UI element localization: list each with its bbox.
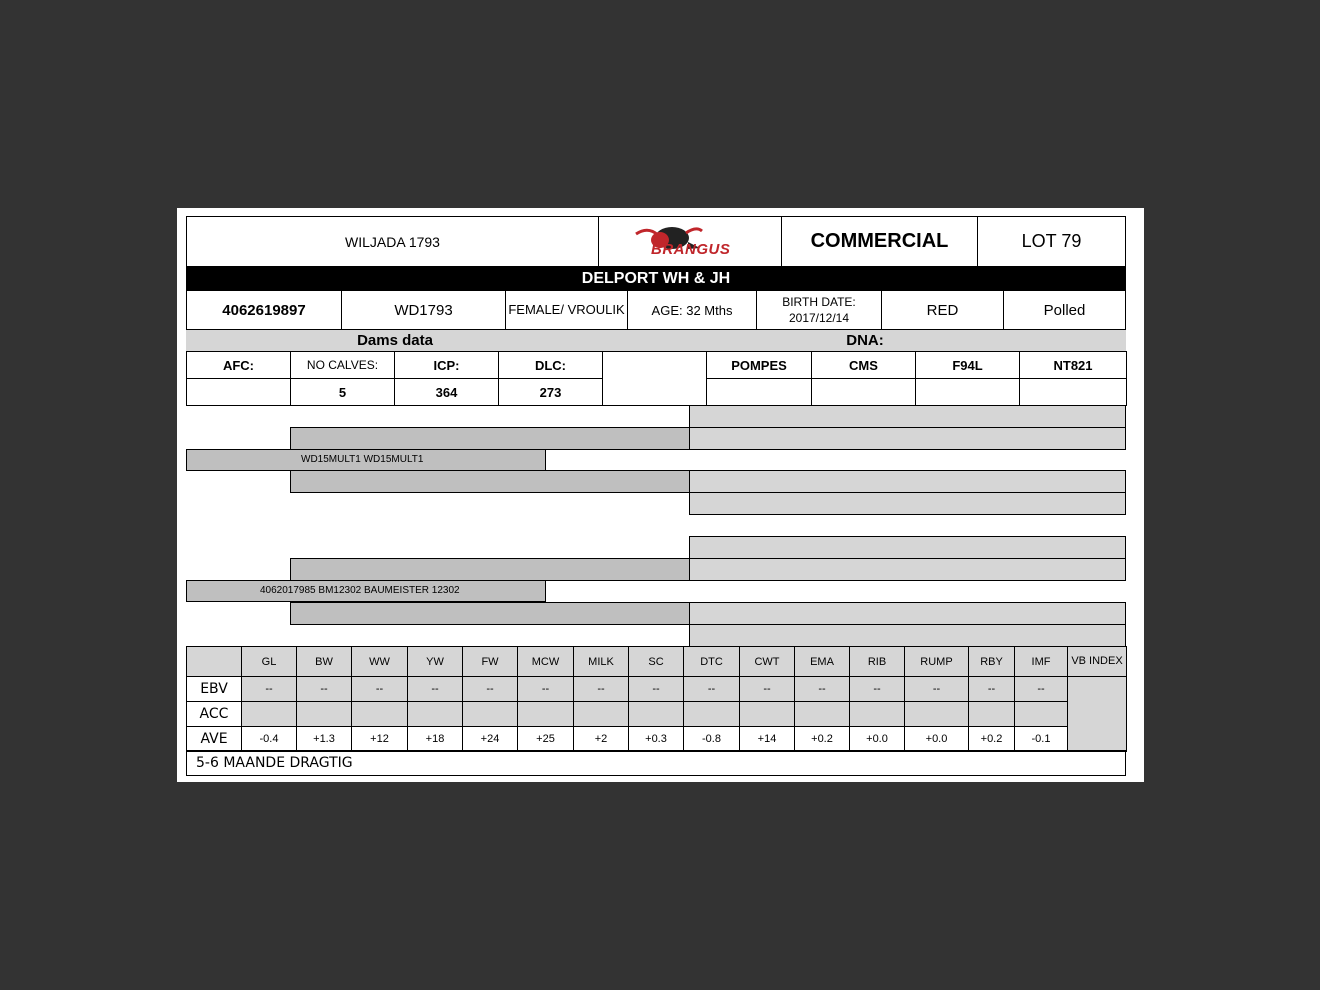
ebv-cell: --	[740, 677, 795, 702]
birth-date-value: 2017/12/14	[788, 311, 850, 325]
ebv-cell: --	[1015, 677, 1068, 702]
acc-row-label: ACC	[187, 702, 242, 727]
dams-dna-table	[186, 351, 1127, 406]
ave-cell: +12	[352, 727, 408, 752]
ave-cell: -0.8	[684, 727, 740, 752]
pedigree-dam-sire: 4062017985 BM12302 BAUMEISTER 12302	[186, 580, 546, 602]
ebv-row-label: EBV	[187, 677, 242, 702]
no-calves-value: 5	[291, 379, 395, 406]
ebv-cell: --	[518, 677, 574, 702]
dna-pompes-label: POMPES	[707, 352, 812, 379]
dna-cms-value	[812, 379, 916, 406]
pedigree-ancestor-box	[689, 602, 1126, 625]
ebv-cell: --	[969, 677, 1015, 702]
dna-f94l-value	[916, 379, 1020, 406]
ave-cell: +25	[518, 727, 574, 752]
dams-data-title: Dams data	[186, 330, 604, 351]
ave-cell: +0.0	[905, 727, 969, 752]
acc-cell	[408, 702, 463, 727]
ebv-col-cwt: CWT	[740, 647, 795, 677]
acc-cell	[574, 702, 629, 727]
pedigree-ancestor-box	[689, 492, 1126, 515]
ave-cell: +0.3	[629, 727, 684, 752]
no-calves-label: NO CALVES:	[291, 352, 395, 379]
ebv-col-ww: WW	[352, 647, 408, 677]
ebv-cell: --	[352, 677, 408, 702]
brangus-logo	[598, 216, 782, 267]
animal-tag: WD1793	[341, 290, 506, 330]
lot-number: LOT 79	[977, 216, 1126, 267]
animal-sex: FEMALE/ VROULIK	[505, 290, 628, 330]
dna-cms-label: CMS	[812, 352, 916, 379]
ebv-col-rby: RBY	[969, 647, 1015, 677]
dna-title: DNA:	[604, 330, 1126, 351]
ebv-col-sc: SC	[629, 647, 684, 677]
ebv-col-rib: RIB	[850, 647, 905, 677]
animal-color: RED	[881, 290, 1004, 330]
pedigree-grandparent-box	[290, 602, 690, 625]
animal-name: WILJADA 1793	[186, 216, 599, 267]
acc-cell	[463, 702, 518, 727]
ebv-cell: --	[684, 677, 740, 702]
afc-label: AFC:	[187, 352, 291, 379]
acc-cell	[740, 702, 795, 727]
ave-cell: +18	[408, 727, 463, 752]
ebv-col-yw: YW	[408, 647, 463, 677]
afc-value	[187, 379, 291, 406]
ebv-col-rump: RUMP	[905, 647, 969, 677]
horn-status: Polled	[1003, 290, 1126, 330]
ave-cell: +14	[740, 727, 795, 752]
ebv-cell: --	[408, 677, 463, 702]
ebv-cell: --	[242, 677, 297, 702]
pedigree-ancestor-box	[689, 427, 1126, 450]
ebv-col-fw: FW	[463, 647, 518, 677]
ebv-cell: --	[850, 677, 905, 702]
logo-text: BRANGUS	[651, 241, 731, 258]
animal-age: AGE: 32 Mths	[627, 290, 757, 330]
birth-date-label: BIRTH DATE:	[782, 295, 856, 309]
ebv-cell: --	[795, 677, 850, 702]
sale-card	[177, 208, 1144, 782]
acc-cell	[850, 702, 905, 727]
pedigree-ancestor-box	[689, 470, 1126, 493]
birth-date	[756, 290, 882, 330]
dna-nt821-value	[1020, 379, 1127, 406]
owner-name: DELPORT WH & JH	[186, 266, 1126, 291]
ebv-col-gl: GL	[242, 647, 297, 677]
ave-cell: +24	[463, 727, 518, 752]
acc-cell	[684, 702, 740, 727]
ave-cell: +0.2	[969, 727, 1015, 752]
dna-pompes-value	[707, 379, 812, 406]
dna-blank-cell	[603, 352, 707, 406]
acc-cell	[1015, 702, 1068, 727]
ave-cell: -0.4	[242, 727, 297, 752]
ave-cell: +0.2	[795, 727, 850, 752]
dna-nt821-label: NT821	[1020, 352, 1127, 379]
pedigree-grandparent-box	[290, 427, 690, 450]
ebv-cell: --	[574, 677, 629, 702]
pedigree-ancestor-box	[689, 405, 1126, 428]
pedigree-ancestor-box	[689, 558, 1126, 581]
ebv-corner-cell	[187, 647, 242, 677]
ave-cell: +0.0	[850, 727, 905, 752]
pedigree-grandparent-box	[290, 558, 690, 581]
ebv-table	[186, 646, 1127, 752]
pedigree-grandparent-box	[290, 470, 690, 493]
acc-cell	[352, 702, 408, 727]
ebv-col-mcw: MCW	[518, 647, 574, 677]
acc-cell	[629, 702, 684, 727]
dlc-label: DLC:	[499, 352, 603, 379]
ebv-cell: --	[629, 677, 684, 702]
pedigree-sire: WD15MULT1 WD15MULT1	[186, 449, 546, 471]
ebv-cell: --	[297, 677, 352, 702]
pedigree-ancestor-box	[689, 624, 1126, 647]
ebv-col-dtc: DTC	[684, 647, 740, 677]
icp-value: 364	[395, 379, 499, 406]
ave-row-label: AVE	[187, 727, 242, 752]
acc-cell	[905, 702, 969, 727]
ebv-col-vb-index: VB INDEX	[1068, 647, 1127, 677]
pedigree-ancestor-box	[689, 536, 1126, 559]
dna-f94l-label: F94L	[916, 352, 1020, 379]
remarks: 5-6 MAANDE DRAGTIG	[186, 750, 1126, 776]
ebv-cell: --	[463, 677, 518, 702]
icp-label: ICP:	[395, 352, 499, 379]
acc-cell	[297, 702, 352, 727]
ebv-col-imf: IMF	[1015, 647, 1068, 677]
ebv-cell: --	[905, 677, 969, 702]
ebv-col-bw: BW	[297, 647, 352, 677]
ave-cell: +1.3	[297, 727, 352, 752]
ebv-col-milk: MILK	[574, 647, 629, 677]
ave-cell: +2	[574, 727, 629, 752]
category-label: COMMERCIAL	[781, 216, 978, 267]
ave-cell: -0.1	[1015, 727, 1068, 752]
acc-cell	[969, 702, 1015, 727]
acc-cell	[518, 702, 574, 727]
ebv-col-ema: EMA	[795, 647, 850, 677]
acc-cell	[795, 702, 850, 727]
dlc-value: 273	[499, 379, 603, 406]
vb-index-value	[1068, 677, 1127, 752]
animal-id-number: 4062619897	[186, 290, 342, 330]
acc-cell	[242, 702, 297, 727]
